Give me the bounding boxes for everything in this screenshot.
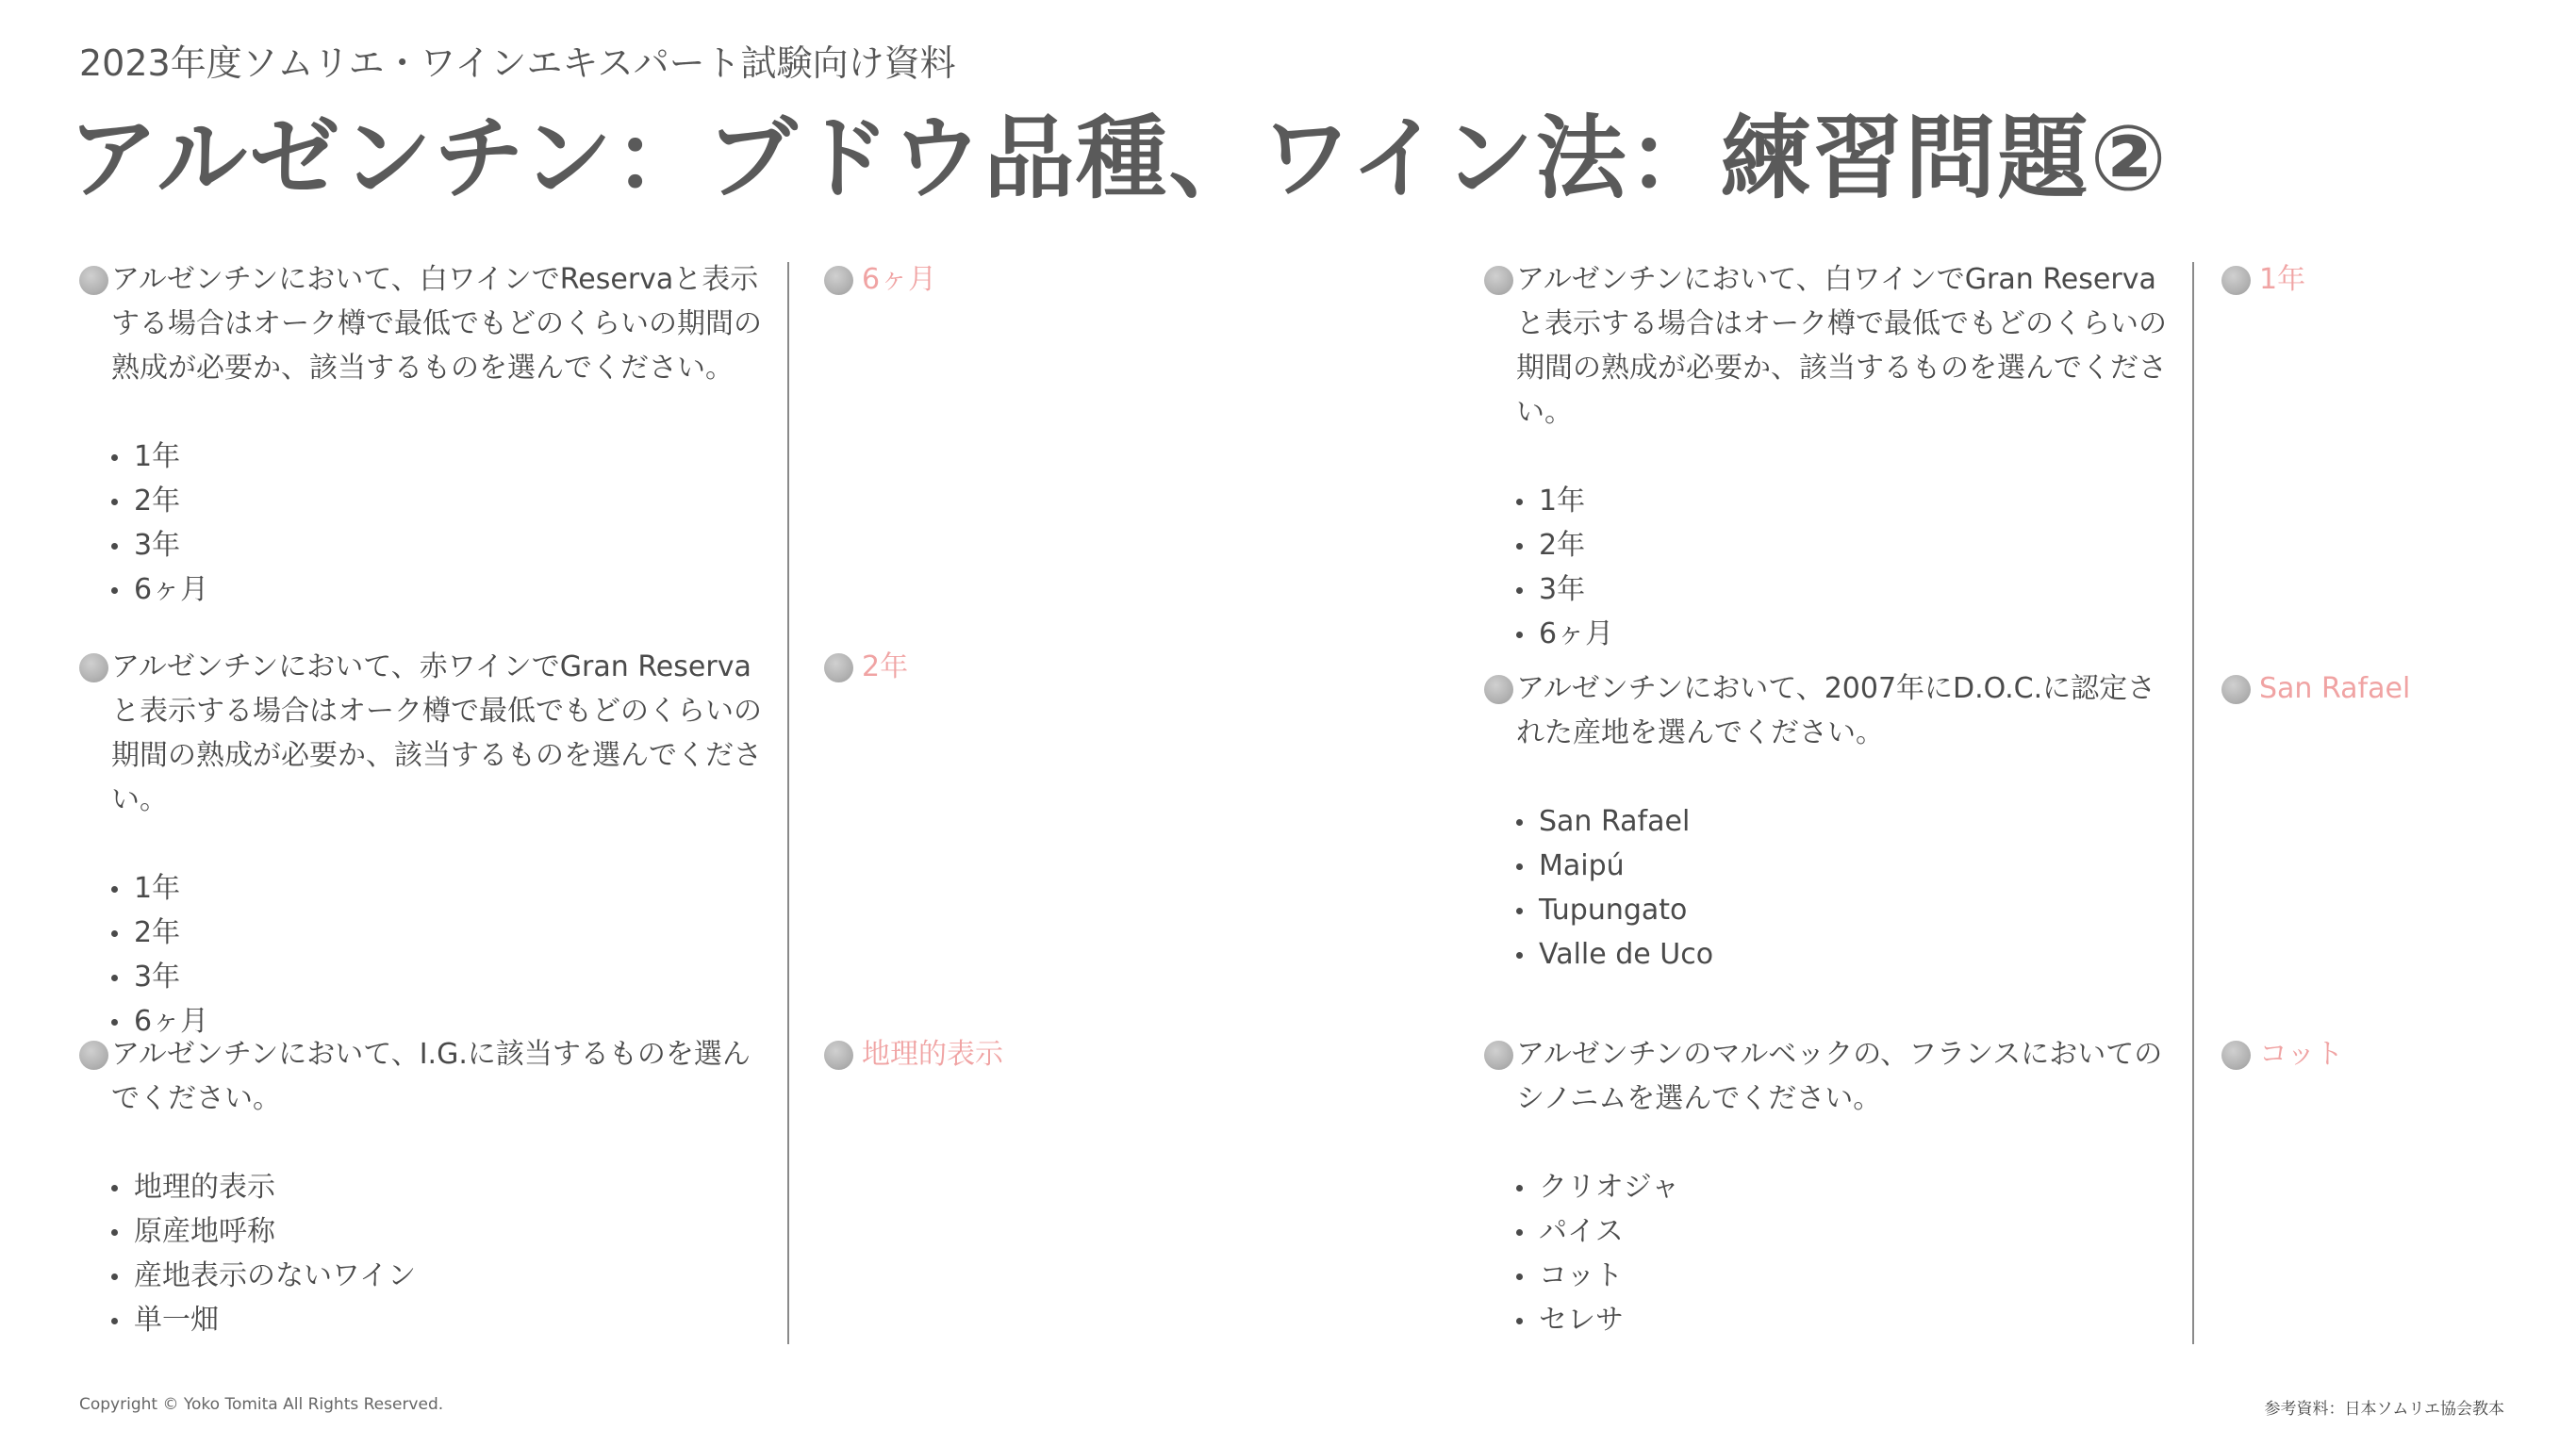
option-item: 地理的表示: [111, 1165, 768, 1209]
question-marker-icon: [1484, 266, 1513, 295]
question-text: アルゼンチンにおいて、赤ワインでGran Reservaと表示する場合はオーク樽で最低でもどのくらいの期間の熟成が必要か、該当するものを選んでください。: [111, 650, 762, 816]
slide-title: アルゼンチン：ブドウ品種、ワイン法：練習問題②: [68, 106, 2169, 211]
question-text: アルゼンチンにおいて、白ワインでGran Reservaと表示する場合はオーク樽で最低でもどのくらいの期間の熟成が必要か、該当するものを選んでください。: [1516, 263, 2167, 429]
option-item: 産地表示のないワイン: [111, 1254, 768, 1298]
option-item: 6ヶ月: [111, 567, 768, 612]
question-block-5: [1484, 666, 2182, 977]
question-text: アルゼンチンにおいて、I.G.に該当するものを選んでください。: [111, 1038, 751, 1115]
question-block-3: [79, 1032, 768, 1342]
option-item: 1年: [111, 866, 768, 911]
answer-marker-icon: [2221, 266, 2251, 295]
column-divider-right: [2192, 262, 2194, 1344]
option-item: 単一畑: [111, 1298, 768, 1342]
option-item: 2年: [111, 911, 768, 955]
question-block-1: [79, 257, 768, 612]
option-item: Tupungato: [1516, 888, 2182, 932]
option-list: [79, 1165, 768, 1342]
question-marker-icon: [79, 266, 108, 295]
question-marker-icon: [1484, 1041, 1513, 1070]
column-divider-left: [787, 262, 789, 1344]
question-marker-icon: [1484, 675, 1513, 704]
option-item: Maipú: [1516, 844, 2182, 888]
answer-marker-icon: [824, 266, 853, 295]
option-item: コット: [1516, 1254, 2182, 1298]
option-list: [1484, 479, 2182, 656]
option-item: 6ヶ月: [1516, 612, 2182, 656]
question-block-2: [79, 645, 768, 1043]
option-item: 3年: [1516, 567, 2182, 612]
option-list: [1484, 799, 2182, 977]
slide-subtitle: 2023年度ソムリエ・ワインエキスパート試験向け資料: [79, 42, 956, 84]
question-text: アルゼンチンにおいて、2007年にD.O.C.に認定された産地を選んでください。: [1516, 672, 2156, 749]
option-item: 2年: [111, 479, 768, 523]
answer-text: 2年: [862, 650, 909, 683]
option-item: クリオジャ: [1516, 1165, 2182, 1209]
option-item: 3年: [111, 523, 768, 567]
answer-3: [824, 1032, 1003, 1076]
question-block-4: [1484, 257, 2182, 656]
answer-text: 6ヶ月: [862, 263, 937, 296]
question-marker-icon: [79, 1041, 108, 1070]
option-item: Valle de Uco: [1516, 932, 2182, 977]
answer-5: [2221, 666, 2410, 711]
reference-text: 参考資料：日本ソムリエ協会教本: [2264, 1400, 2504, 1419]
answer-text: 地理的表示: [862, 1038, 1003, 1071]
answer-marker-icon: [824, 653, 853, 682]
option-item: 6ヶ月: [111, 999, 768, 1043]
answer-text: San Rafael: [2259, 672, 2411, 705]
answer-marker-icon: [2221, 675, 2251, 704]
copyright-text: Copyright © Yoko Tomita All Rights Reserved.: [79, 1395, 444, 1414]
option-item: San Rafael: [1516, 799, 2182, 844]
answer-marker-icon: [2221, 1041, 2251, 1070]
question-block-6: [1484, 1032, 2182, 1342]
option-list: [1484, 1165, 2182, 1342]
answer-6: [2221, 1032, 2343, 1076]
option-list: [79, 435, 768, 612]
option-item: 3年: [111, 955, 768, 999]
option-item: 1年: [1516, 479, 2182, 523]
answer-marker-icon: [824, 1041, 853, 1070]
option-item: 原産地呼称: [111, 1209, 768, 1254]
question-marker-icon: [79, 653, 108, 682]
option-item: セレサ: [1516, 1298, 2182, 1342]
option-item: パイス: [1516, 1209, 2182, 1254]
option-item: 1年: [111, 435, 768, 479]
answer-2: [824, 645, 908, 689]
option-item: 2年: [1516, 523, 2182, 567]
question-text: アルゼンチンにおいて、白ワインでReservaと表示する場合はオーク樽で最低でもどのくらいの期間の熟成が必要か、該当するものを選んでください。: [111, 263, 762, 385]
answer-text: コット: [2259, 1038, 2344, 1071]
answer-1: [824, 257, 936, 302]
option-list: [79, 866, 768, 1043]
answer-text: 1年: [2259, 263, 2306, 296]
question-text: アルゼンチンのマルベックの、フランスにおいてのシノニムを選んでください。: [1516, 1038, 2163, 1115]
answer-4: [2221, 257, 2305, 302]
